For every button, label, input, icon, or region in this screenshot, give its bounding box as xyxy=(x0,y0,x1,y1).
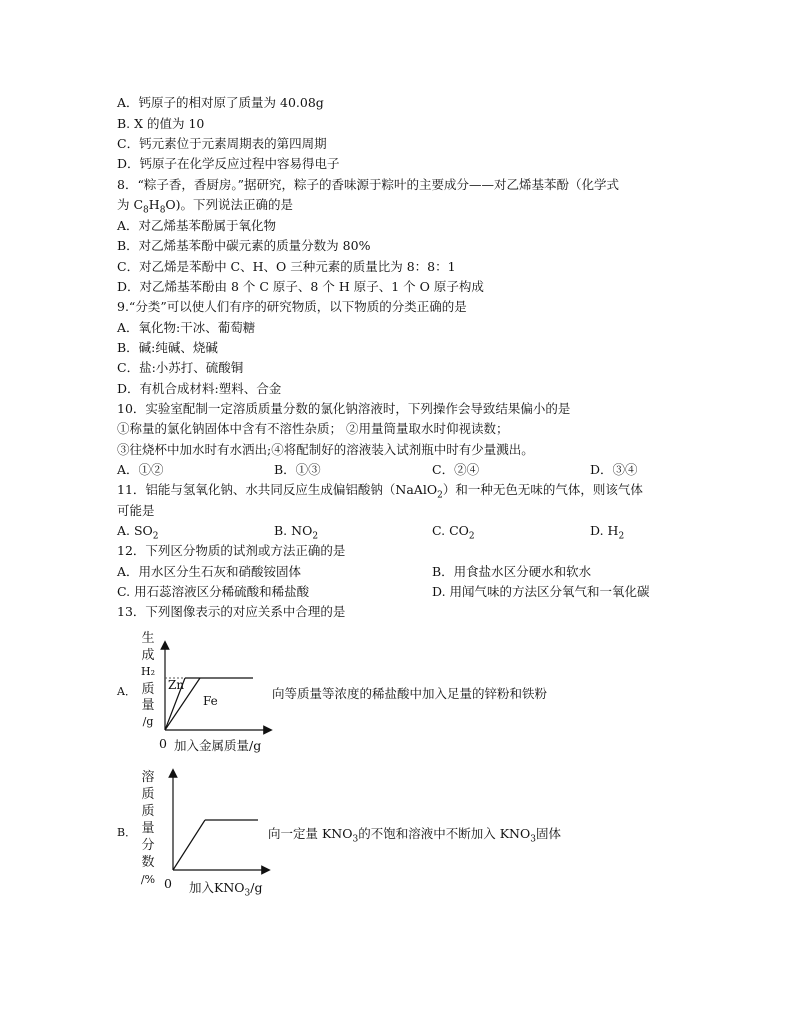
q12-option-b: B．用食盐水区分硬水和软水 xyxy=(432,564,592,579)
q8-option-c: C．对乙烯是苯酚中 C、H、O 三种元素的质量比为 8：8：1 xyxy=(117,259,456,274)
q9-option-b: B．碱:纯碱、烧碱 xyxy=(117,340,218,355)
ylabel-char: H₂ xyxy=(140,665,155,678)
ylabel-char: 量 xyxy=(141,698,155,713)
ylabel-char: 质 xyxy=(141,787,155,802)
q7-option-b: B. X 的值为 10 xyxy=(117,116,205,131)
q10-statement-1: ①称量的氯化钠固体中含有不溶性杂质； ②用量筒量取水时仰视读数； xyxy=(117,421,509,436)
q10-statement-2: ③往烧杯中加水时有水洒出;④将配制好的溶液装入试剂瓶中时有少量溅出。 xyxy=(117,442,534,457)
ylabel-char: 分 xyxy=(141,838,155,853)
q10-option-b: B．①③ xyxy=(274,462,321,477)
q8-stem-line2: 为 $C_8H_8O$)。下列说法正确的是 xyxy=(117,197,294,216)
q13-graph-a-label: A． xyxy=(117,685,136,698)
q11-option-c: C. $CO_2$ xyxy=(432,523,475,542)
ylabel-char: 量 xyxy=(141,821,155,836)
q10-option-a: A．①② xyxy=(117,462,164,477)
q12-option-d: D. 用闻气味的方法区分氧气和一氧化碳 xyxy=(432,584,650,599)
q11-stem-line1: 11．铝能与氢氧化钠、水共同反应生成偏铝酸钠（NaAlO$_2$）和一种无色无味的气体，则该气体 xyxy=(117,482,643,501)
q13-graph-b-origin: 0 xyxy=(164,876,172,891)
zn-label: Zn xyxy=(168,678,185,692)
q8-option-a: A．对乙烯基苯酚属于氧化物 xyxy=(117,218,277,233)
ylabel-char: 数 xyxy=(141,855,155,870)
q10-option-d: D．③④ xyxy=(590,462,638,477)
q8-stem-line1: 8．“粽子香，香厨房。”据研究，粽子的香味源于粽叶的主要成分——对乙烯基苯酚（化学式 xyxy=(117,177,619,192)
q13-graph-a-description: 向等质量等浓度的稀盐酸中加入足量的锌粉和铁粉 xyxy=(272,686,548,701)
ylabel-char: /% xyxy=(140,873,156,886)
q9-option-d: D．有机合成材料:塑料、合金 xyxy=(117,381,282,396)
q8-option-d: D．对乙烯基苯酚由 8 个 C 原子、8 个 H 原子、1 个 O 原子构成 xyxy=(117,279,484,294)
q11-option-a: A. $SO_2$ xyxy=(117,523,159,542)
q12-option-a: A．用水区分生石灰和硝酸铵固体 xyxy=(117,564,302,579)
q11-option-b: B. $NO_2$ xyxy=(274,523,319,542)
q11-option-d: D. $H_2$ xyxy=(590,523,625,542)
q13-graph-a-origin: 0 xyxy=(159,736,167,751)
q10-option-c: C．②④ xyxy=(432,462,480,477)
ylabel-char: 质 xyxy=(141,682,155,697)
q9-option-c: C．盐:小苏打、硫酸铜 xyxy=(117,360,244,375)
q13-graph-b-label: B． xyxy=(117,826,137,839)
q7-option-a: A．钙原子的相对原了质量为 40.08g xyxy=(117,95,324,110)
ylabel-char: /g xyxy=(142,715,154,728)
ylabel-char: 成 xyxy=(141,648,155,663)
q12-option-c: C. 用石蕊溶液区分稀硫酸和稀盐酸 xyxy=(117,584,310,599)
fe-label: Fe xyxy=(203,694,218,708)
q7-option-c: C．钙元素位于元素周期表的第四周期 xyxy=(117,136,327,151)
q8-option-b: B．对乙烯基苯酚中碳元素的质量分数为 80% xyxy=(117,238,371,253)
q13-graph-a-xlabel: 加入金属质量/g xyxy=(174,738,262,753)
q7-option-d: D．钙原子在化学反应过程中容易得电子 xyxy=(117,156,340,171)
q11-stem-line2: 可能是 xyxy=(117,503,155,518)
q13-graph-b-xlabel: 加入$KNO_3/g$ xyxy=(189,880,263,899)
q9-option-a: A．氧化物:干冰、葡萄糖 xyxy=(117,320,256,335)
ylabel-char: 质 xyxy=(141,804,155,819)
q10-stem: 10．实验室配制一定溶质质量分数的氯化钠溶液时，下列操作会导致结果偏小的是 xyxy=(117,401,571,416)
q13-graph-b-chart xyxy=(168,773,268,873)
q13-graph-b-description: 向一定量 $KNO_3$的不饱和溶液中不断加入 $KNO_3$固体 xyxy=(268,826,561,845)
q9-stem: 9.“分类”可以使人们有序的研究物质，以下物质的分类正确的是 xyxy=(117,299,467,314)
rising-line xyxy=(173,820,205,870)
ylabel-char: 溶 xyxy=(141,770,155,785)
ylabel-char: 生 xyxy=(141,631,155,646)
q13-stem: 13．下列图像表示的对应关系中合理的是 xyxy=(117,604,346,619)
q12-stem: 12．下列区分物质的试剂或方法正确的是 xyxy=(117,543,346,558)
